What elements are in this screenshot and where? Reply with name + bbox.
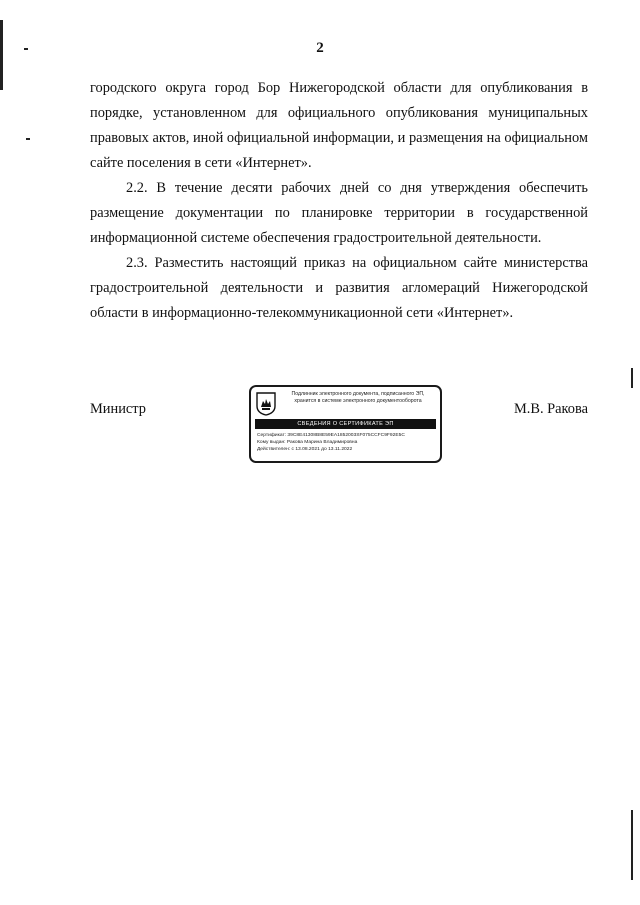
stamp-details	[257, 432, 437, 454]
paragraph-2-2: 2.2. В течение десяти рабочих дней со дня утверждения обеспечить размещение документации по планировке территории в государственной информационной системе обеспечения градостроительной деятельности.	[90, 180, 588, 246]
stamp-certificate: Сертификат: 39C8E41308B8E59EA1852003SF075CCFC9F92E5C	[257, 433, 405, 438]
stamp-header	[279, 391, 437, 404]
page-number: 2	[316, 40, 324, 56]
stamp-issued-to: Кому выдан: Ракова Марина Владимировна	[257, 440, 358, 446]
stamp-header-line-1: Подлинник электронного документа, подписанного ЭП,	[291, 391, 425, 397]
paragraph-continuation: городского округа город Бор Нижегородской области для опубликования в порядке, установленном для официального опубликования муниципальных правовых актов, иной официальной информации, и размещения на официальном сайте поселения в сети «Интернет».	[90, 80, 588, 171]
scan-mark	[24, 48, 28, 50]
coat-of-arms-icon	[256, 392, 276, 416]
stamp-header-line-2: хранится в системе электронного документооборота	[294, 397, 422, 404]
stamp-title-bar: СВЕДЕНИЯ О СЕРТИФИКАТЕ ЭП	[255, 419, 436, 429]
scan-mark	[631, 810, 633, 880]
signer-position: Министр	[90, 401, 146, 417]
paragraph-2-3: 2.3. Разместить настоящий приказ на официальном сайте министерства градостроительной деятельности и развития агломераций Нижегородской области в информационно-телекоммуникационной сети «Интернет».	[90, 255, 588, 321]
scan-mark	[0, 20, 3, 90]
electronic-signature-stamp	[249, 385, 442, 463]
signer-name: М.В. Ракова	[513, 401, 588, 417]
scan-mark	[631, 368, 633, 388]
stamp-validity: Действителен: с 13.08.2021 до 13.11.2022	[257, 447, 353, 453]
scan-mark	[26, 138, 30, 140]
